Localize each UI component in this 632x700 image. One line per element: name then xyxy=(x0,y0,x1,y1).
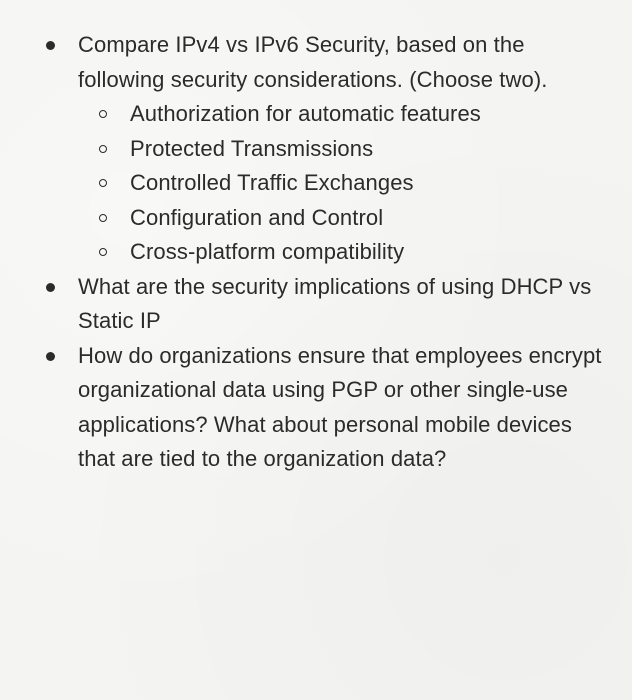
sub-item-5 xyxy=(96,235,606,270)
bullet-item-2 xyxy=(46,270,606,339)
sub-item-text: Configuration and Control xyxy=(130,204,384,230)
bullet-dot-icon xyxy=(46,41,55,50)
sub-item-1 xyxy=(96,97,606,132)
sub-item-text: Controlled Traffic Exchanges xyxy=(130,170,414,195)
bullet-item-1 xyxy=(46,28,606,270)
hollow-circle-icon xyxy=(99,145,107,153)
sub-item-text: Authorization for automatic features xyxy=(130,101,481,126)
bullet-item-3 xyxy=(46,339,606,477)
bullet-list xyxy=(46,28,606,477)
bullet-dot-icon xyxy=(46,352,55,361)
bullet-dot-icon xyxy=(46,283,55,292)
sub-item-2 xyxy=(96,132,606,167)
bullet-text: Compare IPv4 vs IPv6 Security, based on the following security considerations. (Choose two). xyxy=(78,32,548,92)
sub-item-4 xyxy=(96,201,606,236)
sub-list xyxy=(96,97,606,270)
bullet-text: What are the security implications of using DHCP vs Static IP xyxy=(78,273,592,333)
hollow-circle-icon xyxy=(99,179,107,187)
hollow-circle-icon xyxy=(99,110,107,118)
sub-item-text: Cross-platform compatibility xyxy=(130,239,405,264)
sub-item-text: Protected Transmissions xyxy=(130,135,374,161)
sub-item-3 xyxy=(96,166,606,201)
hollow-circle-icon xyxy=(99,214,107,222)
bullet-text: How do organizations ensure that employees encrypt organizational data using PGP or other single-use applications? What about personal mobile devices that are tied to the organization data? xyxy=(78,342,602,471)
hollow-circle-icon xyxy=(99,248,107,256)
